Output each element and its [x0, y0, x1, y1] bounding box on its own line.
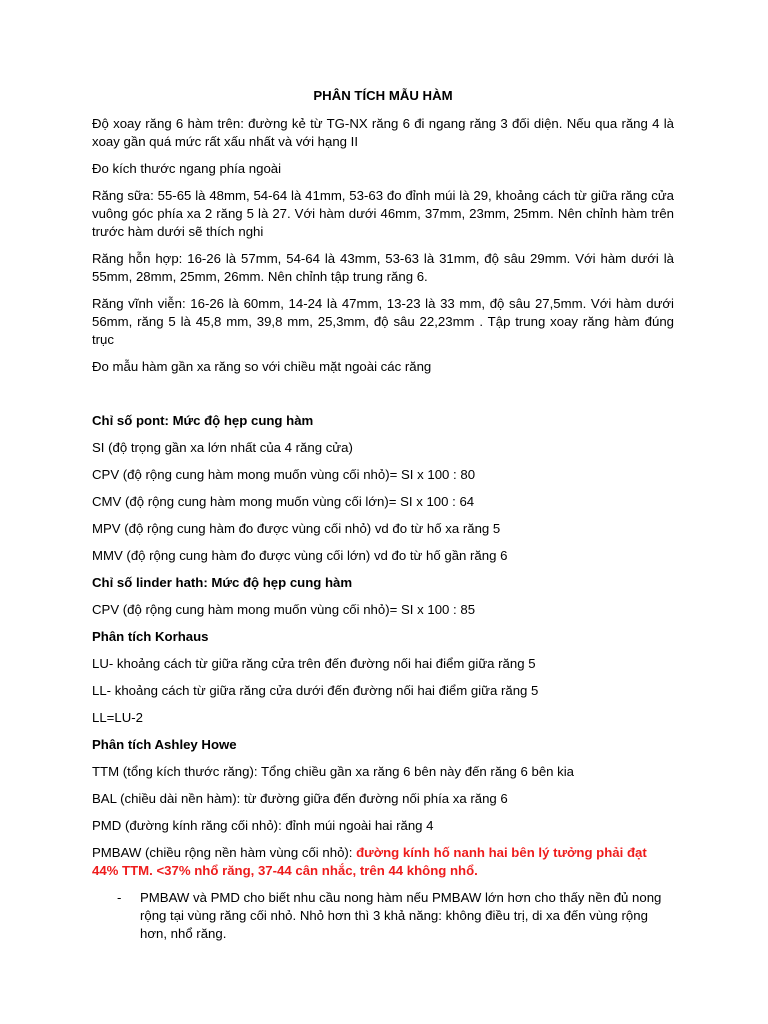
- linder-line: CPV (độ rộng cung hàm mong muốn vùng cối nhỏ)= SI x 100 : 85: [92, 602, 476, 617]
- pont-line: MMV (độ rộng cung hàm đo được vùng cối lớn) vd đo từ hố gần răng 6: [92, 548, 508, 563]
- korhaus-line: LL- khoảng cách từ giữa răng cửa dưới đến đường nối hai điểm giữa răng 5: [92, 683, 539, 698]
- korhaus-line: LU- khoảng cách từ giữa răng cửa trên đến đường nối hai điểm giữa răng 5: [92, 656, 536, 671]
- heading-ashley-howe: Phân tích Ashley Howe: [92, 737, 237, 752]
- document-title: PHÂN TÍCH MẪU HÀM: [313, 88, 453, 103]
- heading-korhaus: Phân tích Korhaus: [92, 629, 209, 644]
- pmbaw-label: PMBAW (chiều rộng nền hàm vùng cối nhỏ):: [92, 845, 357, 860]
- paragraph-rotation: Độ xoay răng 6 hàm trên: đường kẻ từ TG-NX răng 6 đi ngang răng 3 đối diện. Nếu qua răng 4 là xoay gần quá mức rất xấu nhất và với hạng II: [92, 116, 674, 149]
- bullet-text: PMBAW và PMD cho biết nhu cầu nong hàm nếu PMBAW lớn hơn cho thấy nền đủ nong rộng tại vùng răng cối nhỏ. Nhỏ hơn thì 3 khả năng: không điều trị, di xa đến vùng rộng hơn, nhổ răng.: [140, 890, 662, 941]
- bullet-item: [92, 889, 674, 943]
- blank-line: [92, 385, 674, 412]
- pont-line: MPV (độ rộng cung hàm đo được vùng cối nhỏ) vd đo từ hố xa răng 5: [92, 521, 501, 536]
- pont-line: SI (độ trọng gần xa lớn nhất của 4 răng cửa): [92, 440, 353, 455]
- pont-line: CMV (độ rộng cung hàm mong muốn vùng cối lớn)= SI x 100 : 64: [92, 494, 475, 509]
- pmbaw-paragraph: [92, 844, 674, 880]
- heading-linder-hath: Chỉ số linder hath: Mức độ hẹp cung hàm: [92, 575, 353, 590]
- korhaus-line: LL=LU-2: [92, 710, 143, 725]
- pont-line: CPV (độ rộng cung hàm mong muốn vùng cối nhỏ)= SI x 100 : 80: [92, 467, 476, 482]
- howe-line: PMD (đường kính răng cối nhỏ): đỉnh múi ngoài hai răng 4: [92, 818, 434, 833]
- howe-line: BAL (chiều dài nền hàm): từ đường giữa đến đường nối phía xa răng 6: [92, 791, 508, 806]
- paragraph-outer-width: Đo kích thước ngang phía ngoài: [92, 161, 282, 176]
- heading-pont-index: Chỉ số pont: Mức độ hẹp cung hàm: [92, 413, 314, 428]
- paragraph-permanent-teeth: Răng vĩnh viễn: 16-26 là 60mm, 14-24 là 47mm, 13-23 là 33 mm, độ sâu 27,5mm. Với hàm dưới 56mm, răng 5 là 45,8 mm, 39,8 mm, 25,3mm, độ sâu 22,23mm . Tập trung xoay răng hàm đúng trục: [92, 296, 674, 347]
- paragraph-primary-teeth: Răng sữa: 55-65 là 48mm, 54-64 là 41mm, 53-63 đo đỉnh múi là 29, khoảng cách từ giữa răng cửa vuông góc phía xa 2 răng 5 là 27. Với hàm dưới 46mm, 37mm, 23mm, 25mm. Nên chỉnh hàm trên trước hàm dưới sẽ thích nghi: [92, 188, 674, 239]
- paragraph-mixed-teeth: Răng hỗn hợp: 16-26 là 57mm, 54-64 là 43mm, 53-63 là 31mm, độ sâu 29mm. Với hàm dưới là 55mm, 28mm, 25mm, 26mm. Nên chỉnh tập trung răng 6.: [92, 251, 674, 284]
- pmbaw-highlight: đường kính hố nanh hai bên lý tưởng phải đạt 44% TTM. <37% nhổ răng, 37-44 cân nhắc, trên 44 không nhổ.: [92, 845, 647, 878]
- bullet-dash: -: [117, 890, 122, 905]
- paragraph-mesiodistal: Đo mẫu hàm gần xa răng so với chiều mặt ngoài các răng: [92, 359, 432, 374]
- document-page: [92, 80, 674, 943]
- howe-line: TTM (tổng kích thước răng): Tổng chiều gần xa răng 6 bên này đến răng 6 bên kia: [92, 764, 575, 779]
